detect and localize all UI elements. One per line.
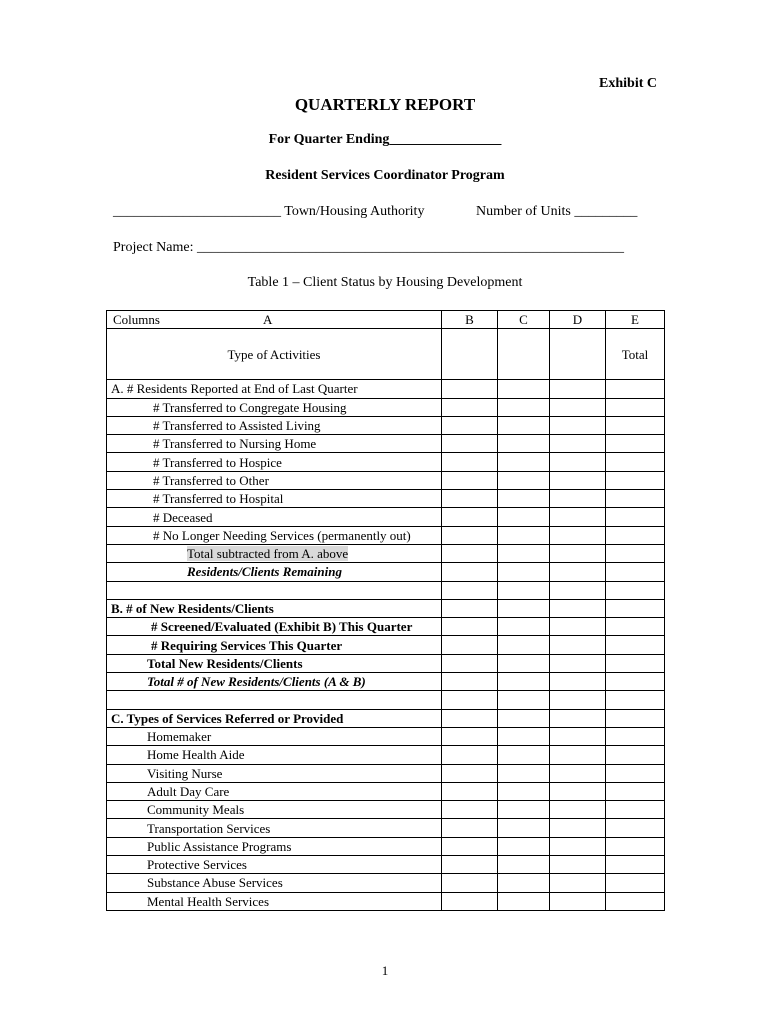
table-row bbox=[107, 874, 665, 892]
cell-d[interactable] bbox=[550, 856, 606, 874]
cell-c[interactable] bbox=[498, 526, 550, 544]
table-row bbox=[107, 636, 665, 654]
cell-d[interactable] bbox=[550, 453, 606, 471]
cell-e[interactable] bbox=[606, 819, 665, 837]
cell-c[interactable] bbox=[498, 837, 550, 855]
project-name-field: Project Name: _____________________________________________________________ bbox=[113, 240, 624, 255]
cell-c[interactable] bbox=[498, 563, 550, 581]
cell-c[interactable] bbox=[498, 435, 550, 453]
cell-d[interactable] bbox=[550, 618, 606, 636]
cell-c[interactable] bbox=[498, 380, 550, 398]
row-label: Visiting Nurse bbox=[107, 764, 442, 782]
row-label: # Transferred to Congregate Housing bbox=[107, 398, 442, 416]
table-row bbox=[107, 380, 665, 398]
table-row bbox=[107, 618, 665, 636]
cell-c[interactable] bbox=[498, 599, 550, 617]
table-row bbox=[107, 544, 665, 562]
cell-c[interactable] bbox=[498, 892, 550, 910]
row-label: Total # of New Residents/Clients (A & B) bbox=[107, 673, 442, 691]
cell-d[interactable] bbox=[550, 782, 606, 800]
column-e-label: E bbox=[606, 311, 665, 329]
cell-d[interactable] bbox=[550, 508, 606, 526]
table-row bbox=[107, 490, 665, 508]
cell-e[interactable] bbox=[606, 801, 665, 819]
cell-e[interactable] bbox=[606, 782, 665, 800]
table-row bbox=[107, 801, 665, 819]
table-caption: Table 1 – Client Status by Housing Development bbox=[247, 275, 523, 290]
table-row bbox=[107, 416, 665, 434]
header-cell-a bbox=[107, 311, 442, 329]
row-label bbox=[107, 691, 442, 709]
table-row bbox=[107, 819, 665, 837]
table-row bbox=[107, 856, 665, 874]
cell-b[interactable] bbox=[442, 691, 498, 709]
table-row bbox=[107, 471, 665, 489]
row-label: # Transferred to Assisted Living bbox=[107, 416, 442, 434]
total-subtracted-label: Total subtracted from A. above bbox=[187, 546, 349, 562]
table-row bbox=[107, 837, 665, 855]
cell-b[interactable] bbox=[442, 673, 498, 691]
row-label: # Transferred to Nursing Home bbox=[107, 435, 442, 453]
cell-d[interactable] bbox=[550, 599, 606, 617]
page-number: 1 bbox=[381, 963, 389, 978]
table-row bbox=[107, 654, 665, 672]
table-row bbox=[107, 563, 665, 581]
cell-e[interactable] bbox=[606, 874, 665, 892]
row-label: # Screened/Evaluated (Exhibit B) This Quarter bbox=[107, 618, 442, 636]
cell-b[interactable] bbox=[442, 618, 498, 636]
cell-c[interactable] bbox=[498, 329, 550, 380]
total-label: Total bbox=[606, 329, 665, 380]
cell-c[interactable] bbox=[498, 416, 550, 434]
table-row bbox=[107, 673, 665, 691]
cell-c[interactable] bbox=[498, 709, 550, 727]
type-of-activities-label: Type of Activities bbox=[107, 329, 442, 380]
table-row bbox=[107, 691, 665, 709]
cell-d[interactable] bbox=[550, 654, 606, 672]
cell-b[interactable] bbox=[442, 508, 498, 526]
cell-e[interactable] bbox=[606, 673, 665, 691]
cell-c[interactable] bbox=[498, 471, 550, 489]
cell-b[interactable] bbox=[442, 471, 498, 489]
cell-d[interactable] bbox=[550, 673, 606, 691]
cell-d[interactable] bbox=[550, 416, 606, 434]
cell-c[interactable] bbox=[498, 874, 550, 892]
cell-c[interactable] bbox=[498, 508, 550, 526]
cell-d[interactable] bbox=[550, 727, 606, 745]
row-label: Public Assistance Programs bbox=[107, 837, 442, 855]
cell-e[interactable] bbox=[606, 654, 665, 672]
cell-b[interactable] bbox=[442, 819, 498, 837]
table-row bbox=[107, 746, 665, 764]
row-label: Homemaker bbox=[107, 727, 442, 745]
cell-e[interactable] bbox=[606, 599, 665, 617]
cell-e[interactable] bbox=[606, 837, 665, 855]
row-label: A. # Residents Reported at End of Last Quarter bbox=[107, 380, 442, 398]
cell-b[interactable] bbox=[442, 416, 498, 434]
cell-d[interactable] bbox=[550, 526, 606, 544]
cell-e[interactable] bbox=[606, 709, 665, 727]
cell-b[interactable] bbox=[442, 599, 498, 617]
cell-b[interactable] bbox=[442, 581, 498, 599]
cell-d[interactable] bbox=[550, 471, 606, 489]
cell-d[interactable] bbox=[550, 837, 606, 855]
row-label bbox=[107, 581, 442, 599]
cell-d[interactable] bbox=[550, 892, 606, 910]
row-label: B. # of New Residents/Clients bbox=[107, 599, 442, 617]
table-row bbox=[107, 526, 665, 544]
row-label: Substance Abuse Services bbox=[107, 874, 442, 892]
number-of-units-field: Number of Units _________ bbox=[476, 204, 638, 219]
table-row bbox=[107, 727, 665, 745]
cell-c[interactable] bbox=[498, 398, 550, 416]
cell-b[interactable] bbox=[442, 544, 498, 562]
row-label: # Transferred to Hospital bbox=[107, 490, 442, 508]
program-name: Resident Services Coordinator Program bbox=[265, 168, 505, 183]
cell-b[interactable] bbox=[442, 636, 498, 654]
cell-c[interactable] bbox=[498, 801, 550, 819]
cell-b[interactable] bbox=[442, 435, 498, 453]
cell-b[interactable] bbox=[442, 654, 498, 672]
cell-c[interactable] bbox=[498, 691, 550, 709]
cell-b[interactable] bbox=[442, 380, 498, 398]
cell-b[interactable] bbox=[442, 709, 498, 727]
row-label: C. Types of Services Referred or Provided bbox=[107, 709, 442, 727]
row-label: Mental Health Services bbox=[107, 892, 442, 910]
cell-e[interactable] bbox=[606, 892, 665, 910]
row-label: Home Health Aide bbox=[107, 746, 442, 764]
cell-e[interactable] bbox=[606, 764, 665, 782]
cell-e[interactable] bbox=[606, 746, 665, 764]
cell-c[interactable] bbox=[498, 618, 550, 636]
cell-c[interactable] bbox=[498, 490, 550, 508]
cell-c[interactable] bbox=[498, 856, 550, 874]
table-row bbox=[107, 709, 665, 727]
cell-b[interactable] bbox=[442, 746, 498, 764]
cell-d[interactable] bbox=[550, 544, 606, 562]
quarter-ending-field: For Quarter Ending________________ bbox=[268, 132, 502, 147]
cell-d[interactable] bbox=[550, 709, 606, 727]
column-d-label: D bbox=[550, 311, 606, 329]
column-header-row bbox=[107, 311, 665, 329]
cell-d[interactable] bbox=[550, 563, 606, 581]
cell-c[interactable] bbox=[498, 727, 550, 745]
columns-label: Columns bbox=[113, 312, 160, 328]
cell-b[interactable] bbox=[442, 892, 498, 910]
cell-b[interactable] bbox=[442, 563, 498, 581]
cell-e[interactable] bbox=[606, 416, 665, 434]
cell-b[interactable] bbox=[442, 329, 498, 380]
cell-e[interactable] bbox=[606, 398, 665, 416]
column-c-label: C bbox=[498, 311, 550, 329]
cell-e[interactable] bbox=[606, 691, 665, 709]
cell-b[interactable] bbox=[442, 453, 498, 471]
cell-e[interactable] bbox=[606, 727, 665, 745]
row-label bbox=[107, 544, 442, 562]
cell-d[interactable] bbox=[550, 801, 606, 819]
cell-e[interactable] bbox=[606, 380, 665, 398]
cell-d[interactable] bbox=[550, 398, 606, 416]
cell-b[interactable] bbox=[442, 782, 498, 800]
cell-b[interactable] bbox=[442, 801, 498, 819]
cell-b[interactable] bbox=[442, 490, 498, 508]
cell-c[interactable] bbox=[498, 544, 550, 562]
cell-b[interactable] bbox=[442, 874, 498, 892]
row-label: Community Meals bbox=[107, 801, 442, 819]
cell-e[interactable] bbox=[606, 490, 665, 508]
cell-e[interactable] bbox=[606, 563, 665, 581]
cell-d[interactable] bbox=[550, 874, 606, 892]
table-row bbox=[107, 453, 665, 471]
cell-c[interactable] bbox=[498, 581, 550, 599]
cell-b[interactable] bbox=[442, 526, 498, 544]
cell-b[interactable] bbox=[442, 856, 498, 874]
table-row bbox=[107, 764, 665, 782]
row-label: Residents/Clients Remaining bbox=[107, 563, 442, 581]
column-a-label: A bbox=[263, 312, 273, 328]
cell-b[interactable] bbox=[442, 398, 498, 416]
housing-authority-field: ________________________ Town/Housing Authority bbox=[113, 204, 425, 219]
row-label: # Transferred to Other bbox=[107, 471, 442, 489]
cell-e[interactable] bbox=[606, 453, 665, 471]
cell-d[interactable] bbox=[550, 435, 606, 453]
table-row bbox=[107, 782, 665, 800]
table-row bbox=[107, 892, 665, 910]
cell-c[interactable] bbox=[498, 673, 550, 691]
cell-e[interactable] bbox=[606, 526, 665, 544]
cell-b[interactable] bbox=[442, 727, 498, 745]
row-label: Adult Day Care bbox=[107, 782, 442, 800]
cell-e[interactable] bbox=[606, 581, 665, 599]
cell-d[interactable] bbox=[550, 636, 606, 654]
cell-e[interactable] bbox=[606, 618, 665, 636]
cell-c[interactable] bbox=[498, 764, 550, 782]
cell-e[interactable] bbox=[606, 435, 665, 453]
cell-d[interactable] bbox=[550, 691, 606, 709]
cell-e[interactable] bbox=[606, 856, 665, 874]
cell-c[interactable] bbox=[498, 654, 550, 672]
cell-e[interactable] bbox=[606, 508, 665, 526]
row-label: Transportation Services bbox=[107, 819, 442, 837]
cell-d[interactable] bbox=[550, 490, 606, 508]
cell-e[interactable] bbox=[606, 544, 665, 562]
cell-c[interactable] bbox=[498, 453, 550, 471]
cell-e[interactable] bbox=[606, 471, 665, 489]
row-label: # Transferred to Hospice bbox=[107, 453, 442, 471]
cell-d[interactable] bbox=[550, 746, 606, 764]
cell-d[interactable] bbox=[550, 329, 606, 380]
table-row bbox=[107, 599, 665, 617]
report-title: QUARTERLY REPORT bbox=[294, 95, 476, 114]
row-label: # No Longer Needing Services (permanently out) bbox=[107, 526, 442, 544]
cell-c[interactable] bbox=[498, 746, 550, 764]
row-label: # Requiring Services This Quarter bbox=[107, 636, 442, 654]
cell-d[interactable] bbox=[550, 819, 606, 837]
cell-b[interactable] bbox=[442, 837, 498, 855]
cell-b[interactable] bbox=[442, 764, 498, 782]
cell-d[interactable] bbox=[550, 764, 606, 782]
table-row bbox=[107, 581, 665, 599]
table-row bbox=[107, 435, 665, 453]
cell-d[interactable] bbox=[550, 581, 606, 599]
client-status-table bbox=[106, 310, 665, 911]
cell-c[interactable] bbox=[498, 819, 550, 837]
table-row bbox=[107, 508, 665, 526]
subheader-row bbox=[107, 329, 665, 380]
cell-e[interactable] bbox=[606, 636, 665, 654]
row-label: # Deceased bbox=[107, 508, 442, 526]
exhibit-label: Exhibit C bbox=[599, 76, 657, 91]
cell-c[interactable] bbox=[498, 782, 550, 800]
row-label: Protective Services bbox=[107, 856, 442, 874]
row-label: Total New Residents/Clients bbox=[107, 654, 442, 672]
column-b-label: B bbox=[442, 311, 498, 329]
cell-d[interactable] bbox=[550, 380, 606, 398]
cell-c[interactable] bbox=[498, 636, 550, 654]
table-row bbox=[107, 398, 665, 416]
